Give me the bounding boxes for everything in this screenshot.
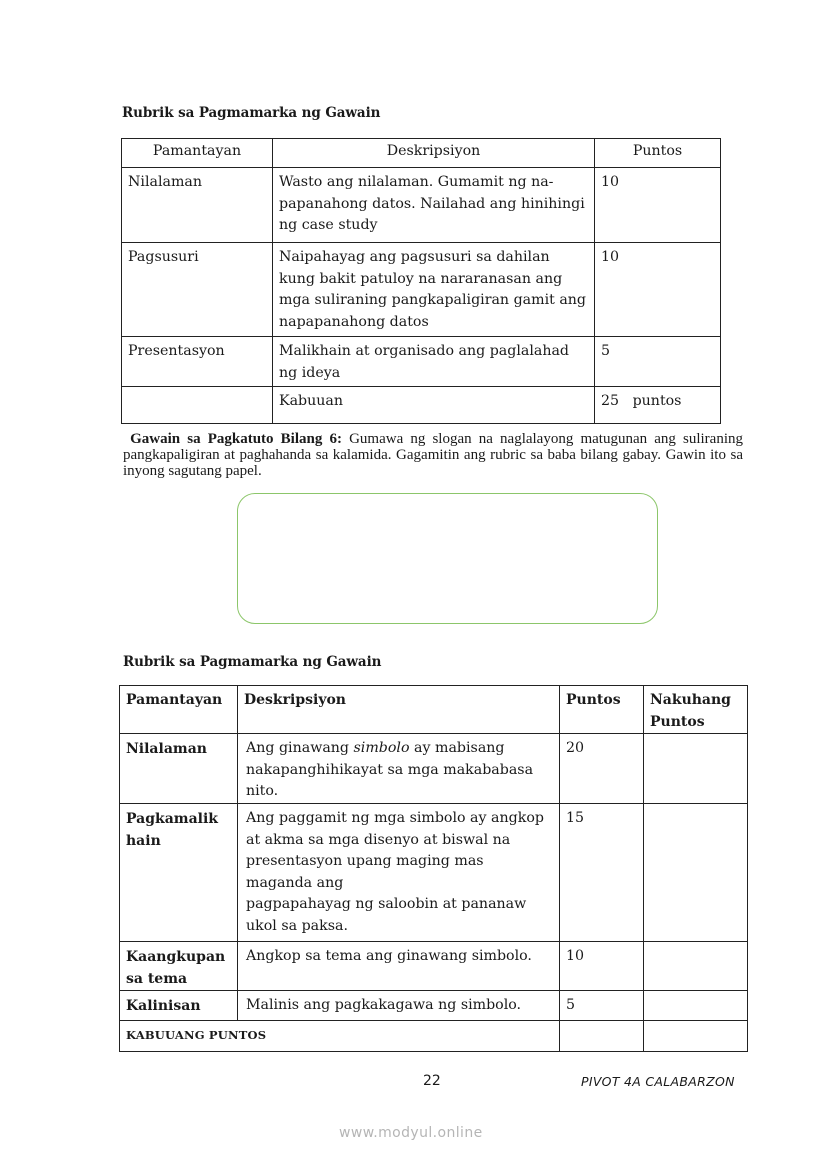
header-puntos: Puntos xyxy=(595,139,721,168)
page-number: 22 xyxy=(423,1073,441,1089)
header-deskripsiyon: Deskripsiyon xyxy=(238,686,560,734)
points-cell: 5 xyxy=(560,991,644,1021)
table-row xyxy=(122,243,721,337)
header-deskripsiyon: Deskripsiyon xyxy=(273,139,595,168)
slogan-answer-box[interactable] xyxy=(237,493,658,624)
description-cell: Angkop sa tema ang ginawang simbolo. xyxy=(238,942,560,991)
table-header-row xyxy=(120,686,748,734)
table-row-total xyxy=(122,387,721,424)
table-header-row xyxy=(122,139,721,168)
description-cell: Wasto ang nilalaman. Gumamit ng na-papanahong datos. Nailahad ang hinihingi ng case study xyxy=(273,168,595,243)
criterion-cell: Nilalaman xyxy=(120,734,238,804)
header-pamantayan: Pamantayan xyxy=(122,139,273,168)
description-emphasis: simbolo xyxy=(353,740,410,756)
header-pamantayan: Pamantayan xyxy=(120,686,238,734)
criterion-cell: Presentasyon xyxy=(122,337,273,387)
table-row xyxy=(120,942,748,991)
total-label-cell: KABUUANG PUNTOS xyxy=(120,1021,560,1052)
header-puntos: Puntos xyxy=(560,686,644,734)
rubric2-table xyxy=(119,685,748,1052)
watermark: www.modyul.online xyxy=(339,1125,483,1141)
criterion-cell: Pagkamalik hain xyxy=(120,804,238,942)
total-points-cell xyxy=(560,1021,644,1052)
points-cell: 10 xyxy=(595,243,721,337)
table-row-total xyxy=(120,1021,748,1052)
criterion-cell: Kalinisan xyxy=(120,991,238,1021)
points-cell: 15 xyxy=(560,804,644,942)
total-points-cell: 25 puntos xyxy=(595,387,721,424)
total-label-cell: Kabuuan xyxy=(273,387,595,424)
description-cell: Naipahayag ang pagsusuri sa dahilan kung bakit patuloy na nararanasan ang mga suliraning pangkapaligiran gamit ang napapanahong datos xyxy=(273,243,595,337)
description-cell: Malikhain at organisado ang paglalahad ng ideya xyxy=(273,337,595,387)
activity-label: Gawain sa Pagkatuto Bilang 6: xyxy=(130,431,342,447)
activity-instruction xyxy=(123,431,743,479)
total-earned-cell[interactable] xyxy=(644,1021,748,1052)
points-cell: 10 xyxy=(595,168,721,243)
table-row xyxy=(120,991,748,1021)
header-nakuhang-puntos: Nakuhang Puntos xyxy=(644,686,748,734)
rubric1-table xyxy=(121,138,721,424)
footer-brand: PIVOT 4A CALABARZON xyxy=(581,1074,735,1089)
table-row xyxy=(122,168,721,243)
points-cell: 20 xyxy=(560,734,644,804)
description-text: ay mabisang nakapanghihikayat sa mga makababasa nito. xyxy=(246,740,534,799)
description-cell xyxy=(238,804,560,942)
earned-points-cell[interactable] xyxy=(644,734,748,804)
description-text: pagpapahayag ng saloobin at pananaw ukol sa paksa. xyxy=(246,896,527,934)
criterion-cell xyxy=(122,387,273,424)
description-text: Ang paggamit ng mga simbolo ay angkop at akma sa mga disenyo at biswal na presentasyon upang maging mas maganda ang xyxy=(246,810,544,891)
table-row xyxy=(122,337,721,387)
criterion-cell: Nilalaman xyxy=(122,168,273,243)
description-cell: Malinis ang pagkakagawa ng simbolo. xyxy=(238,991,560,1021)
rubric1-title: Rubrik sa Pagmamarka ng Gawain xyxy=(122,105,381,121)
rubric2-title: Rubrik sa Pagmamarka ng Gawain xyxy=(123,654,382,670)
table-row xyxy=(120,734,748,804)
criterion-cell: Pagsusuri xyxy=(122,243,273,337)
criterion-cell: Kaangkupan sa tema xyxy=(120,942,238,991)
description-text: Ang ginawang xyxy=(246,740,354,756)
earned-points-cell[interactable] xyxy=(644,804,748,942)
description-cell xyxy=(238,734,560,804)
table-row xyxy=(120,804,748,942)
earned-points-cell[interactable] xyxy=(644,991,748,1021)
points-cell: 5 xyxy=(595,337,721,387)
earned-points-cell[interactable] xyxy=(644,942,748,991)
points-cell: 10 xyxy=(560,942,644,991)
activity-text: Gumawa ng slogan na naglalayong matugunan ang suliraning pangkapaligiran at paghahanda sa kalamida. Gagamitin ang rubric sa baba bilang gabay. Gawin ito sa inyong sagutang papel. xyxy=(123,431,743,479)
